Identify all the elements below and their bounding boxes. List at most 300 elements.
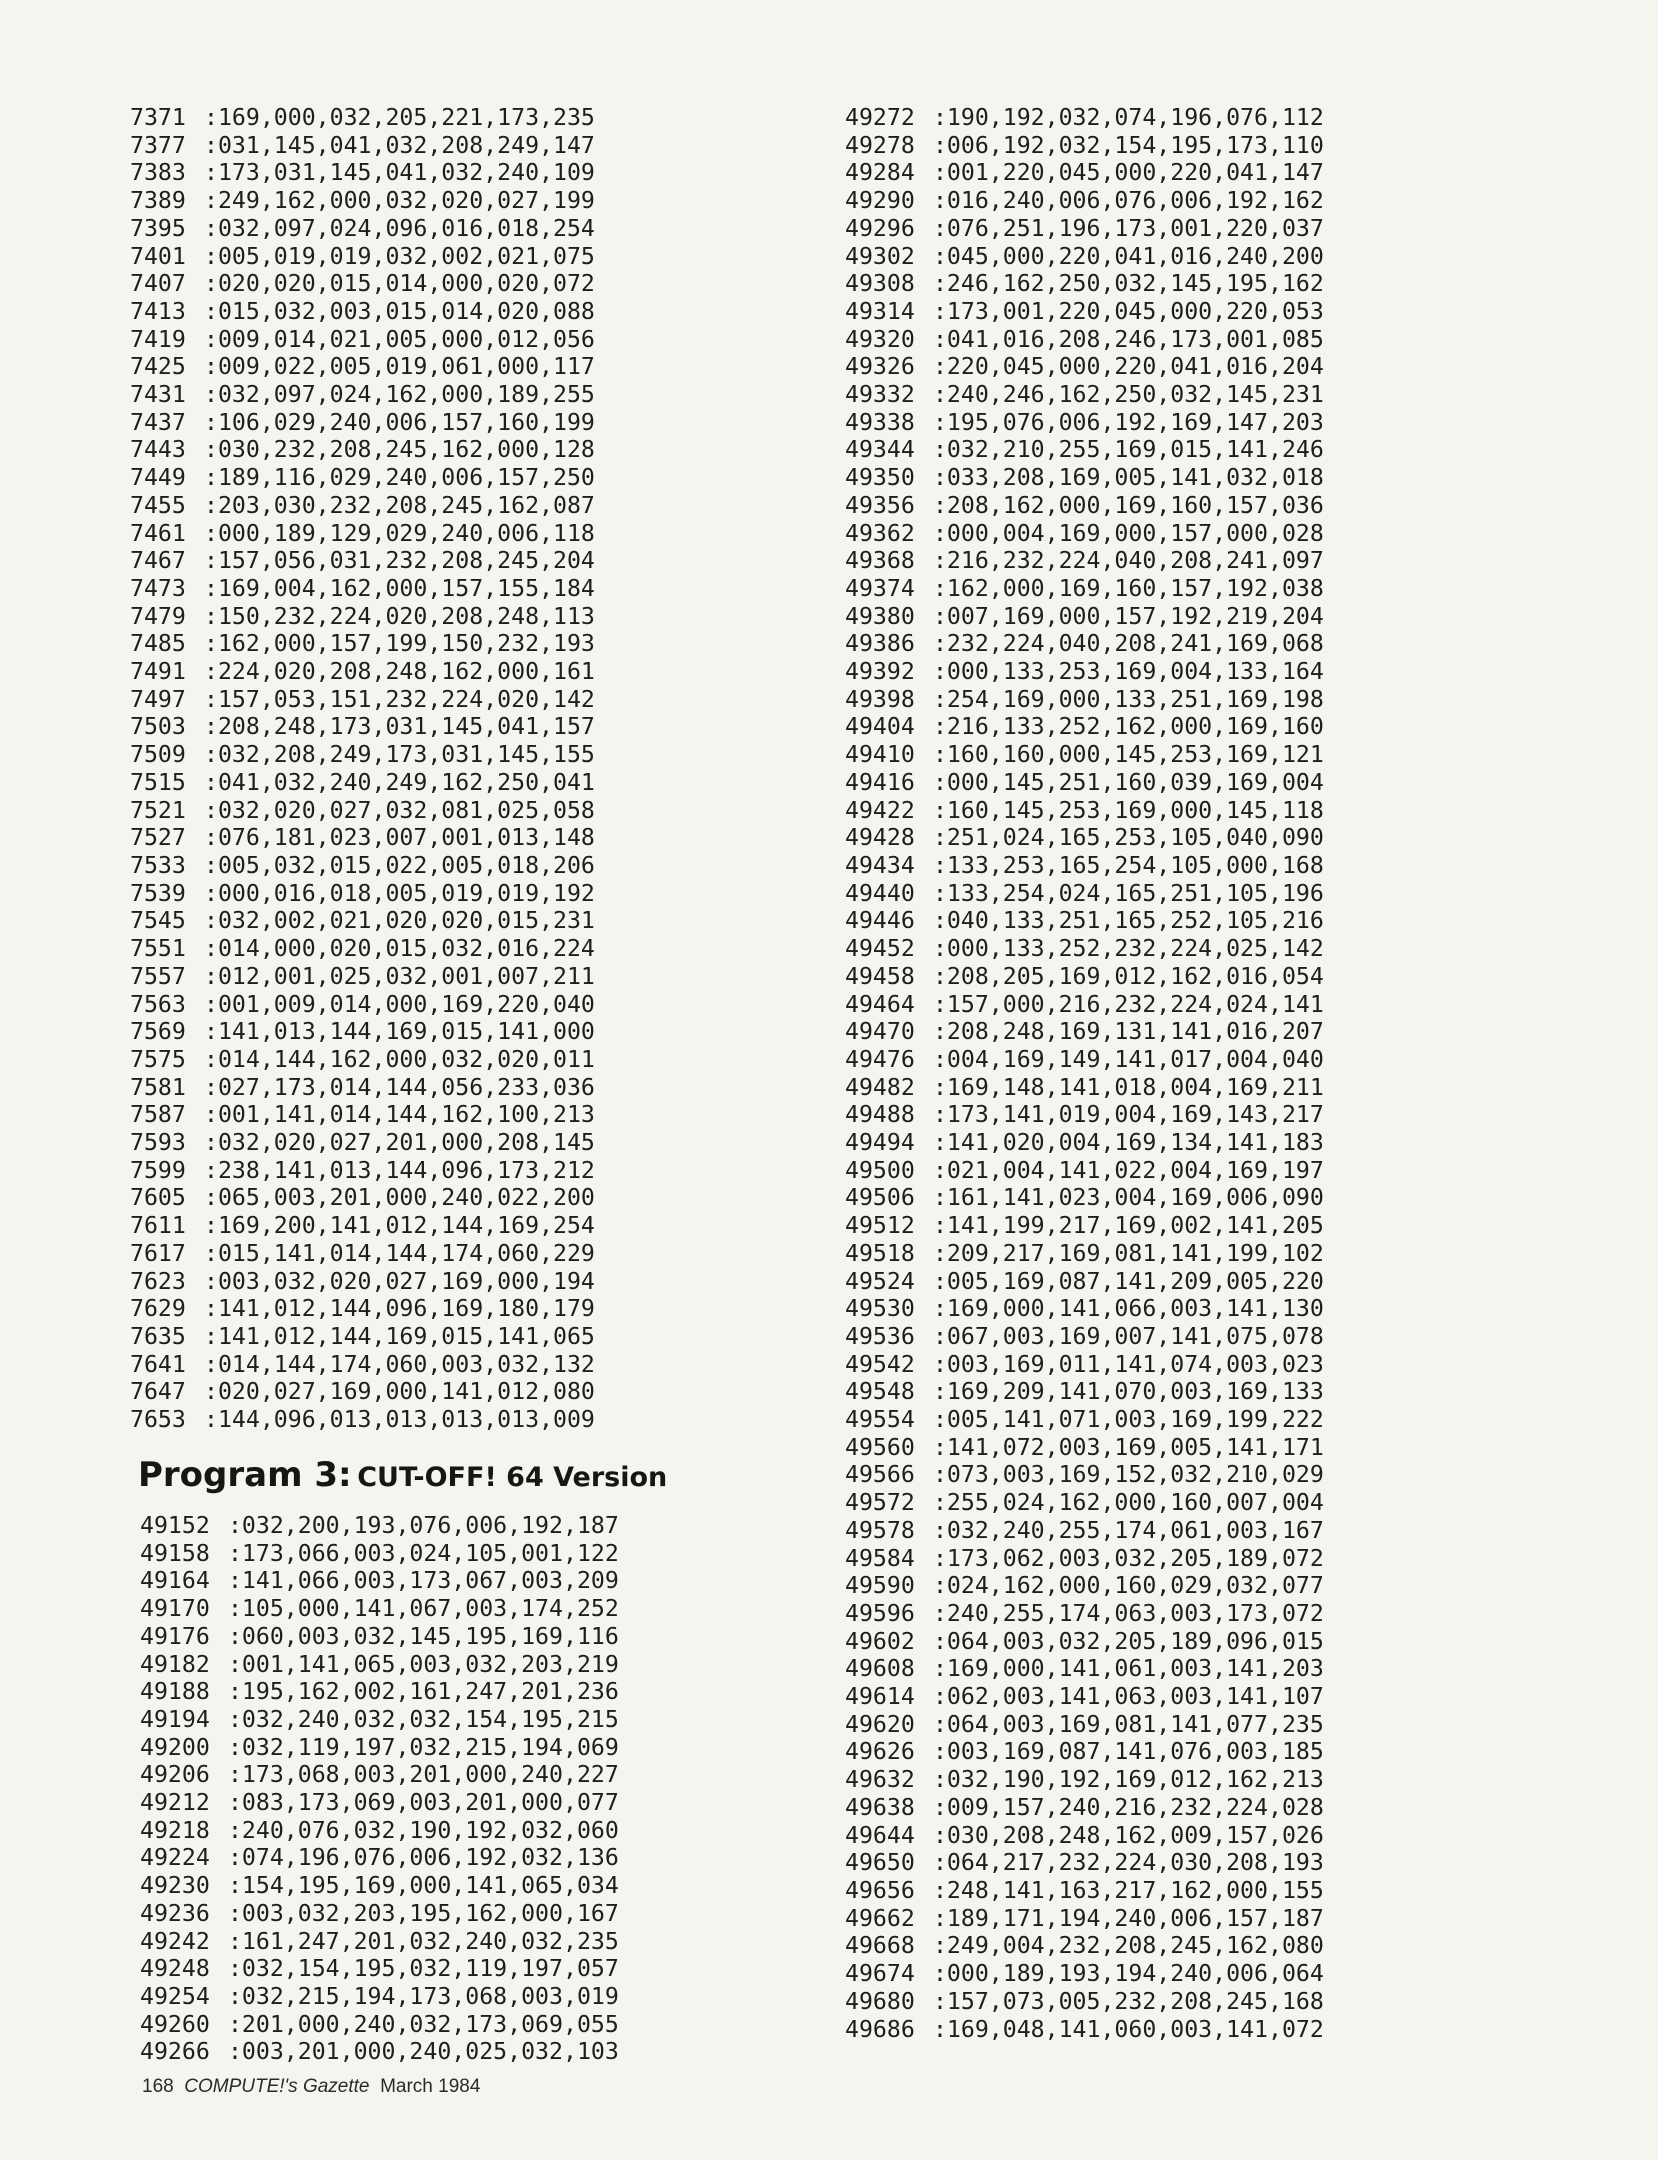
program-subtitle: CUT-OFF! 64 Version bbox=[357, 1462, 668, 1493]
listing-line bbox=[130, 935, 595, 963]
data-values: :012,001,025,032,001,007,211 bbox=[203, 962, 595, 990]
line-number: 49170 bbox=[140, 1595, 210, 1623]
listing-line bbox=[845, 409, 1324, 437]
line-number: 7413 bbox=[130, 297, 186, 325]
listing-line bbox=[130, 1212, 595, 1240]
data-values: :003,032,020,027,169,000,194 bbox=[203, 1267, 595, 1295]
listing-line bbox=[130, 298, 595, 326]
data-values: :169,004,162,000,157,155,184 bbox=[203, 574, 595, 602]
line-number: 49224 bbox=[140, 1844, 210, 1872]
line-number: 49320 bbox=[845, 325, 915, 353]
listing-line bbox=[130, 243, 595, 271]
data-values: :240,255,174,063,003,173,072 bbox=[932, 1599, 1324, 1627]
data-values: :064,003,169,081,141,077,235 bbox=[932, 1710, 1324, 1738]
data-values: :173,031,145,041,032,240,109 bbox=[203, 159, 595, 187]
listing-line bbox=[845, 353, 1324, 381]
listing-line bbox=[130, 1268, 595, 1296]
data-values: :006,192,032,154,195,173,110 bbox=[932, 131, 1324, 159]
line-number: 49254 bbox=[140, 1982, 210, 2010]
data-values: :246,162,250,032,145,195,162 bbox=[932, 270, 1324, 298]
listing-line bbox=[130, 1406, 595, 1434]
line-number: 7569 bbox=[130, 1018, 186, 1046]
line-number: 49200 bbox=[140, 1733, 210, 1761]
listing-line bbox=[130, 603, 595, 631]
line-number: 7401 bbox=[130, 242, 186, 270]
listing-line bbox=[130, 270, 595, 298]
data-values: :162,000,169,160,157,192,038 bbox=[932, 574, 1324, 602]
data-values: :005,019,019,032,002,021,075 bbox=[203, 242, 595, 270]
line-number: 49296 bbox=[845, 214, 915, 242]
listing-line bbox=[130, 1157, 595, 1185]
data-values: :208,162,000,169,160,157,036 bbox=[932, 491, 1324, 519]
data-values: :133,254,024,165,251,105,196 bbox=[932, 879, 1324, 907]
listing-line bbox=[845, 2016, 1324, 2044]
listing-line bbox=[845, 187, 1324, 215]
listing-line bbox=[845, 1074, 1324, 1102]
data-values: :169,000,141,061,003,141,203 bbox=[932, 1655, 1324, 1683]
data-values: :169,200,141,012,144,169,254 bbox=[203, 1212, 595, 1240]
line-number: 49182 bbox=[140, 1650, 210, 1678]
line-number: 49488 bbox=[845, 1101, 915, 1129]
line-number: 49344 bbox=[845, 436, 915, 464]
listing-line bbox=[130, 1184, 595, 1212]
line-number: 7485 bbox=[130, 630, 186, 658]
listing-line bbox=[845, 520, 1324, 548]
line-number: 7617 bbox=[130, 1239, 186, 1267]
data-values: :000,133,252,232,224,025,142 bbox=[932, 935, 1324, 963]
data-values: :216,232,224,040,208,241,097 bbox=[932, 547, 1324, 575]
data-values: :003,201,000,240,025,032,103 bbox=[227, 2038, 619, 2066]
data-values: :141,013,144,169,015,141,000 bbox=[203, 1018, 595, 1046]
listing-line bbox=[845, 492, 1324, 520]
data-values: :032,190,192,169,012,162,213 bbox=[932, 1766, 1324, 1794]
data-values: :255,024,162,000,160,007,004 bbox=[932, 1489, 1324, 1517]
line-number: 7383 bbox=[130, 159, 186, 187]
listing-line bbox=[845, 1655, 1324, 1683]
data-values: :083,173,069,003,201,000,077 bbox=[227, 1789, 619, 1817]
listing-line bbox=[130, 1018, 595, 1046]
data-values: :157,000,216,232,224,024,141 bbox=[932, 990, 1324, 1018]
listing-line bbox=[845, 1849, 1324, 1877]
listing-line bbox=[140, 1651, 619, 1679]
data-values: :001,009,014,000,169,220,040 bbox=[203, 990, 595, 1018]
data-values: :141,072,003,169,005,141,171 bbox=[932, 1433, 1324, 1461]
line-number: 49392 bbox=[845, 658, 915, 686]
line-number: 49314 bbox=[845, 297, 915, 325]
line-number: 49434 bbox=[845, 851, 915, 879]
line-number: 7407 bbox=[130, 270, 186, 298]
line-number: 7395 bbox=[130, 214, 186, 242]
listing-line bbox=[130, 353, 595, 381]
data-values: :030,232,208,245,162,000,128 bbox=[203, 436, 595, 464]
line-number: 49608 bbox=[845, 1655, 915, 1683]
data-values: :032,210,255,169,015,141,246 bbox=[932, 436, 1324, 464]
listing-line bbox=[845, 1212, 1324, 1240]
line-number: 49242 bbox=[140, 1927, 210, 1955]
data-values: :195,076,006,192,169,147,203 bbox=[932, 408, 1324, 436]
data-values: :074,196,076,006,192,032,136 bbox=[227, 1844, 619, 1872]
line-number: 49632 bbox=[845, 1766, 915, 1794]
listing-line bbox=[845, 1517, 1324, 1545]
line-number: 49650 bbox=[845, 1849, 915, 1877]
line-number: 49668 bbox=[845, 1932, 915, 1960]
listing-line bbox=[130, 381, 595, 409]
listing-line bbox=[845, 1738, 1324, 1766]
listing-line bbox=[845, 1822, 1324, 1850]
data-values: :249,004,232,208,245,162,080 bbox=[932, 1932, 1324, 1960]
data-values: :020,020,015,014,000,020,072 bbox=[203, 270, 595, 298]
line-number: 49644 bbox=[845, 1821, 915, 1849]
line-number: 49548 bbox=[845, 1378, 915, 1406]
data-values: :106,029,240,006,157,160,199 bbox=[203, 408, 595, 436]
data-values: :141,020,004,169,134,141,183 bbox=[932, 1129, 1324, 1157]
line-number: 49656 bbox=[845, 1877, 915, 1904]
listing-line bbox=[130, 824, 595, 852]
listing-line bbox=[845, 1988, 1324, 2016]
listing-line bbox=[130, 630, 595, 658]
line-number: 49506 bbox=[845, 1184, 915, 1212]
listing-line bbox=[130, 547, 595, 575]
listing-line bbox=[845, 1960, 1324, 1988]
listing-line bbox=[130, 769, 595, 797]
data-values: :173,141,019,004,169,143,217 bbox=[932, 1101, 1324, 1129]
line-number: 49290 bbox=[845, 187, 915, 215]
listing-line bbox=[845, 243, 1324, 271]
line-number: 7371 bbox=[130, 104, 186, 131]
data-values: :240,246,162,250,032,145,231 bbox=[932, 381, 1324, 409]
data-values: :141,012,144,169,015,141,065 bbox=[203, 1322, 595, 1350]
listing-line bbox=[140, 1734, 619, 1762]
listing-line bbox=[130, 1240, 595, 1268]
line-number: 49152 bbox=[140, 1512, 210, 1539]
data-values: :000,133,253,169,004,133,164 bbox=[932, 658, 1324, 686]
data-values: :157,073,005,232,208,245,168 bbox=[932, 1987, 1324, 2015]
listing-line bbox=[845, 880, 1324, 908]
line-number: 49626 bbox=[845, 1738, 915, 1766]
data-values: :040,133,251,165,252,105,216 bbox=[932, 907, 1324, 935]
data-values: :000,145,251,160,039,169,004 bbox=[932, 768, 1324, 796]
line-number: 49662 bbox=[845, 1904, 915, 1932]
data-values: :161,141,023,004,169,006,090 bbox=[932, 1184, 1324, 1212]
line-number: 49284 bbox=[845, 159, 915, 187]
data-values: :208,248,173,031,145,041,157 bbox=[203, 713, 595, 741]
listing-line bbox=[140, 2038, 619, 2066]
data-values: :009,014,021,005,000,012,056 bbox=[203, 325, 595, 353]
line-number: 49326 bbox=[845, 353, 915, 381]
line-number: 7533 bbox=[130, 851, 186, 879]
line-number: 7389 bbox=[130, 187, 186, 215]
data-values: :001,220,045,000,220,041,147 bbox=[932, 159, 1324, 187]
issue-date: March 1984 bbox=[380, 2076, 481, 2097]
data-values: :169,148,141,018,004,169,211 bbox=[932, 1073, 1324, 1101]
data-values: :169,048,141,060,003,141,072 bbox=[932, 2015, 1324, 2043]
data-values: :000,189,193,194,240,006,064 bbox=[932, 1960, 1324, 1988]
listing-line bbox=[845, 1461, 1324, 1489]
listing-line bbox=[130, 1046, 595, 1074]
line-number: 49398 bbox=[845, 685, 915, 713]
line-number: 49638 bbox=[845, 1793, 915, 1821]
data-values: :076,181,023,007,001,013,148 bbox=[203, 824, 595, 852]
line-number: 49602 bbox=[845, 1627, 915, 1655]
line-number: 49494 bbox=[845, 1129, 915, 1157]
data-values: :021,004,141,022,004,169,197 bbox=[932, 1156, 1324, 1184]
listing-line bbox=[845, 824, 1324, 852]
listing-line bbox=[845, 991, 1324, 1019]
data-values: :032,020,027,032,081,025,058 bbox=[203, 796, 595, 824]
listing-line bbox=[130, 741, 595, 769]
listing-line bbox=[845, 1794, 1324, 1822]
listing-line bbox=[130, 880, 595, 908]
line-number: 49440 bbox=[845, 879, 915, 907]
data-values: :133,253,165,254,105,000,168 bbox=[932, 851, 1324, 879]
listing-column-left-bottom bbox=[140, 1512, 619, 2066]
listing-line bbox=[845, 1184, 1324, 1212]
listing-line bbox=[845, 1268, 1324, 1296]
line-number: 49164 bbox=[140, 1567, 210, 1595]
publication-name: COMPUTE!'s Gazette bbox=[184, 2076, 370, 2097]
listing-line bbox=[845, 1046, 1324, 1074]
line-number: 49260 bbox=[140, 2010, 210, 2038]
data-values: :000,004,169,000,157,000,028 bbox=[932, 519, 1324, 547]
data-values: :005,032,015,022,005,018,206 bbox=[203, 851, 595, 879]
listing-line bbox=[845, 381, 1324, 409]
listing-line bbox=[845, 1406, 1324, 1434]
line-number: 7611 bbox=[130, 1212, 186, 1240]
data-values: :015,141,014,144,174,060,229 bbox=[203, 1239, 595, 1267]
listing-line bbox=[140, 1623, 619, 1651]
listing-line bbox=[845, 1572, 1324, 1600]
listing-line bbox=[130, 104, 595, 132]
data-values: :064,003,032,205,189,096,015 bbox=[932, 1627, 1324, 1655]
listing-line bbox=[845, 1101, 1324, 1129]
line-number: 49482 bbox=[845, 1073, 915, 1101]
data-values: :238,141,013,144,096,173,212 bbox=[203, 1156, 595, 1184]
data-values: :001,141,065,003,032,203,219 bbox=[227, 1650, 619, 1678]
data-values: :016,240,006,076,006,192,162 bbox=[932, 187, 1324, 215]
program-title: Program 3: bbox=[138, 1455, 352, 1495]
listing-line bbox=[140, 1844, 619, 1872]
line-number: 49332 bbox=[845, 381, 915, 409]
listing-line bbox=[130, 464, 595, 492]
line-number: 49338 bbox=[845, 408, 915, 436]
listing-line bbox=[845, 298, 1324, 326]
line-number: 49512 bbox=[845, 1212, 915, 1240]
data-values: :000,189,129,029,240,006,118 bbox=[203, 519, 595, 547]
listing-line bbox=[845, 686, 1324, 714]
listing-line bbox=[845, 1434, 1324, 1462]
line-number: 7635 bbox=[130, 1322, 186, 1350]
line-number: 7527 bbox=[130, 824, 186, 852]
line-number: 49614 bbox=[845, 1683, 915, 1711]
listing-line bbox=[845, 575, 1324, 603]
listing-line bbox=[845, 464, 1324, 492]
line-number: 49212 bbox=[140, 1789, 210, 1817]
data-values: :162,000,157,199,150,232,193 bbox=[203, 630, 595, 658]
data-values: :067,003,169,007,141,075,078 bbox=[932, 1322, 1324, 1350]
listing-line bbox=[845, 935, 1324, 963]
line-number: 49236 bbox=[140, 1899, 210, 1927]
line-number: 7647 bbox=[130, 1378, 186, 1406]
data-values: :169,209,141,070,003,169,133 bbox=[932, 1378, 1324, 1406]
listing-line bbox=[845, 547, 1324, 575]
line-number: 7491 bbox=[130, 658, 186, 686]
line-number: 49680 bbox=[845, 1987, 915, 2015]
line-number: 7575 bbox=[130, 1045, 186, 1073]
listing-line bbox=[845, 1877, 1324, 1905]
data-values: :032,020,027,201,000,208,145 bbox=[203, 1129, 595, 1157]
data-values: :024,162,000,160,029,032,077 bbox=[932, 1572, 1324, 1600]
data-values: :007,169,000,157,192,219,204 bbox=[932, 602, 1324, 630]
listing-line bbox=[140, 1678, 619, 1706]
listing-line bbox=[130, 907, 595, 935]
line-number: 7467 bbox=[130, 547, 186, 575]
listing-line bbox=[845, 797, 1324, 825]
listing-line bbox=[130, 492, 595, 520]
line-number: 7455 bbox=[130, 491, 186, 519]
data-values: :073,003,169,152,032,210,029 bbox=[932, 1461, 1324, 1489]
line-number: 49230 bbox=[140, 1872, 210, 1900]
data-values: :161,247,201,032,240,032,235 bbox=[227, 1927, 619, 1955]
listing-line bbox=[845, 1129, 1324, 1157]
listing-line bbox=[845, 1378, 1324, 1406]
line-number: 49536 bbox=[845, 1322, 915, 1350]
listing-line bbox=[130, 686, 595, 714]
listing-line bbox=[845, 907, 1324, 935]
line-number: 49590 bbox=[845, 1572, 915, 1600]
line-number: 7557 bbox=[130, 962, 186, 990]
listing-line bbox=[140, 1983, 619, 2011]
listing-line bbox=[845, 1932, 1324, 1960]
listing-line bbox=[845, 1600, 1324, 1628]
listing-line bbox=[845, 603, 1324, 631]
line-number: 49362 bbox=[845, 519, 915, 547]
listing-line bbox=[130, 215, 595, 243]
data-values: :220,045,000,220,041,016,204 bbox=[932, 353, 1324, 381]
listing-line bbox=[130, 991, 595, 1019]
data-values: :240,076,032,190,192,032,060 bbox=[227, 1816, 619, 1844]
data-values: :190,192,032,074,196,076,112 bbox=[932, 104, 1324, 131]
data-values: :032,208,249,173,031,145,155 bbox=[203, 741, 595, 769]
listing-line bbox=[130, 852, 595, 880]
line-number: 7443 bbox=[130, 436, 186, 464]
listing-line bbox=[140, 1595, 619, 1623]
line-number: 49410 bbox=[845, 741, 915, 769]
listing-line bbox=[130, 1129, 595, 1157]
line-number: 7545 bbox=[130, 907, 186, 935]
data-values: :209,217,169,081,141,199,102 bbox=[932, 1239, 1324, 1267]
data-values: :009,157,240,216,232,224,028 bbox=[932, 1793, 1324, 1821]
listing-line bbox=[845, 741, 1324, 769]
data-values: :224,020,208,248,162,000,161 bbox=[203, 658, 595, 686]
listing-line bbox=[845, 326, 1324, 354]
listing-line bbox=[845, 270, 1324, 298]
line-number: 49542 bbox=[845, 1350, 915, 1378]
line-number: 7473 bbox=[130, 574, 186, 602]
line-number: 7377 bbox=[130, 131, 186, 159]
data-values: :169,000,141,066,003,141,130 bbox=[932, 1295, 1324, 1323]
line-number: 49308 bbox=[845, 270, 915, 298]
data-values: :232,224,040,208,241,169,068 bbox=[932, 630, 1324, 658]
listing-line bbox=[140, 1512, 619, 1540]
data-values: :076,251,196,173,001,220,037 bbox=[932, 214, 1324, 242]
listing-line bbox=[130, 575, 595, 603]
data-values: :141,199,217,169,002,141,205 bbox=[932, 1212, 1324, 1240]
line-number: 49380 bbox=[845, 602, 915, 630]
listing-line bbox=[130, 1378, 595, 1406]
listing-line bbox=[140, 1872, 619, 1900]
line-number: 49428 bbox=[845, 824, 915, 852]
data-values: :003,169,011,141,074,003,023 bbox=[932, 1350, 1324, 1378]
data-values: :004,169,149,141,017,004,040 bbox=[932, 1045, 1324, 1073]
data-values: :032,097,024,162,000,189,255 bbox=[203, 381, 595, 409]
line-number: 7425 bbox=[130, 353, 186, 381]
data-values: :032,154,195,032,119,197,057 bbox=[227, 1955, 619, 1983]
line-number: 49578 bbox=[845, 1516, 915, 1544]
listing-column-right bbox=[845, 104, 1324, 2043]
data-values: :141,012,144,096,169,180,179 bbox=[203, 1295, 595, 1323]
data-values: :144,096,013,013,013,013,009 bbox=[203, 1406, 595, 1434]
data-values: :027,173,014,144,056,233,036 bbox=[203, 1073, 595, 1101]
listing-line bbox=[845, 658, 1324, 686]
listing-line bbox=[845, 713, 1324, 741]
listing-line bbox=[845, 963, 1324, 991]
line-number: 7587 bbox=[130, 1101, 186, 1129]
line-number: 7509 bbox=[130, 741, 186, 769]
line-number: 49266 bbox=[140, 2038, 210, 2066]
listing-line bbox=[845, 1683, 1324, 1711]
line-number: 7515 bbox=[130, 768, 186, 796]
listing-line bbox=[130, 1101, 595, 1129]
line-number: 49368 bbox=[845, 547, 915, 575]
listing-line bbox=[140, 1928, 619, 1956]
data-values: :032,240,032,032,154,195,215 bbox=[227, 1705, 619, 1733]
line-number: 7563 bbox=[130, 990, 186, 1018]
listing-line bbox=[845, 630, 1324, 658]
line-number: 7629 bbox=[130, 1295, 186, 1323]
line-number: 49686 bbox=[845, 2015, 915, 2043]
data-values: :203,030,232,208,245,162,087 bbox=[203, 491, 595, 519]
listing-line bbox=[140, 1567, 619, 1595]
line-number: 49560 bbox=[845, 1433, 915, 1461]
line-number: 49518 bbox=[845, 1239, 915, 1267]
data-values: :189,116,029,240,006,157,250 bbox=[203, 464, 595, 492]
line-number: 49356 bbox=[845, 491, 915, 519]
listing-line bbox=[130, 1295, 595, 1323]
listing-line bbox=[845, 1711, 1324, 1739]
data-values: :173,068,003,201,000,240,227 bbox=[227, 1761, 619, 1789]
line-number: 49194 bbox=[140, 1705, 210, 1733]
data-values: :160,160,000,145,253,169,121 bbox=[932, 741, 1324, 769]
listing-line bbox=[140, 1761, 619, 1789]
line-number: 49188 bbox=[140, 1678, 210, 1706]
line-number: 49620 bbox=[845, 1710, 915, 1738]
listing-line bbox=[140, 1789, 619, 1817]
data-values: :216,133,252,162,000,169,160 bbox=[932, 713, 1324, 741]
program-heading bbox=[138, 1455, 667, 1495]
listing-line bbox=[140, 1900, 619, 1928]
data-values: :030,208,248,162,009,157,026 bbox=[932, 1821, 1324, 1849]
data-values: :208,205,169,012,162,016,054 bbox=[932, 962, 1324, 990]
data-values: :032,002,021,020,020,015,231 bbox=[203, 907, 595, 935]
line-number: 7503 bbox=[130, 713, 186, 741]
data-values: :251,024,165,253,105,040,090 bbox=[932, 824, 1324, 852]
page-number: 168 bbox=[142, 2076, 174, 2097]
data-values: :014,000,020,015,032,016,224 bbox=[203, 935, 595, 963]
line-number: 7461 bbox=[130, 519, 186, 547]
data-values: :062,003,141,063,003,141,107 bbox=[932, 1683, 1324, 1711]
listing-line bbox=[130, 159, 595, 187]
data-values: :014,144,174,060,003,032,132 bbox=[203, 1350, 595, 1378]
